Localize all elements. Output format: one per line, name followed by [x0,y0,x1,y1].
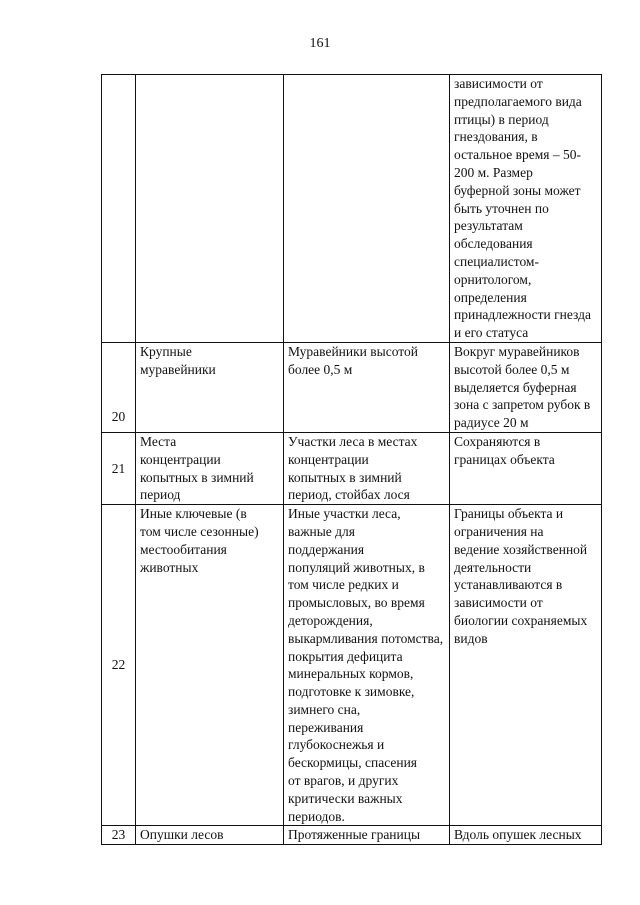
row-number: 20 [111,409,126,425]
row-number: 22 [111,657,126,673]
criteria-cell [284,75,450,343]
criteria-text: Участки леса в местах концентрации копытных в зимний период, стойбах лося [288,433,418,503]
criteria-text: Иные участки леса, важные для поддержания популяций животных, в том числе редких и промысловых, во время деторождения, выкармливания потомства, покрытия дефицита минеральных кормов, подготовке к зимовке, зимнего сна, переживания глубокоснежья и бескормицы, спасения от врагов, и других критически важных периодов. [288,506,444,824]
regime-text: Сохраняются в границах объекта [454,433,555,467]
criteria-text: Протяженные границы [288,827,421,843]
regime-text: Вокруг муравейников высотой более 0,5 м выделяется буферная зона с запретом рубок в радиусе 20 м [454,343,591,431]
regime-cell [450,75,602,343]
row-number-cell [102,432,136,504]
object-cell [136,826,284,845]
criteria-cell [284,505,450,826]
row-number-cell [102,826,136,845]
data-table [101,74,602,845]
object-cell [136,505,284,826]
criteria-cell [284,432,450,504]
object-cell [136,75,284,343]
criteria-cell [284,342,450,432]
row-number-cell [102,342,136,432]
table-row [102,75,602,343]
regime-cell [450,826,602,845]
row-number-cell [102,505,136,826]
regime-text: Вдоль опушек лесных [454,827,582,843]
table-row [102,432,602,504]
table-row [102,342,602,432]
criteria-text: Муравейники высотой более 0,5 м [288,343,418,377]
object-text: Иные ключевые (в том числе сезонные) местообитания животных [140,506,259,575]
table-row [102,826,602,845]
table-row [102,505,602,826]
regime-text: Границы объекта и ограничения на ведение хозяйственной деятельности устанавливаются в зависимости от биологии сохраняемых видов [454,506,588,646]
row-number: 21 [111,460,126,476]
object-cell [136,342,284,432]
regime-cell [450,505,602,826]
object-text: Опушки лесов [140,827,224,843]
object-cell [136,432,284,504]
page-number: 161 [309,36,331,51]
criteria-cell [284,826,450,845]
regime-text: зависимости от предполагаемого вида птицы) в период гнездования, в остальное время – 50- 200 м. Размер буферной зоны может быть уточнен по результатам обследования специалистом- орнитологом, определения принадлежности гнезда и его статуса [454,76,592,341]
row-number: 23 [111,827,126,843]
object-text: Места концентрации копытных в зимний период [140,433,254,503]
object-text: Крупные муравейники [140,343,216,377]
regime-cell [450,342,602,432]
row-number-cell [102,75,136,343]
regime-cell [450,432,602,504]
